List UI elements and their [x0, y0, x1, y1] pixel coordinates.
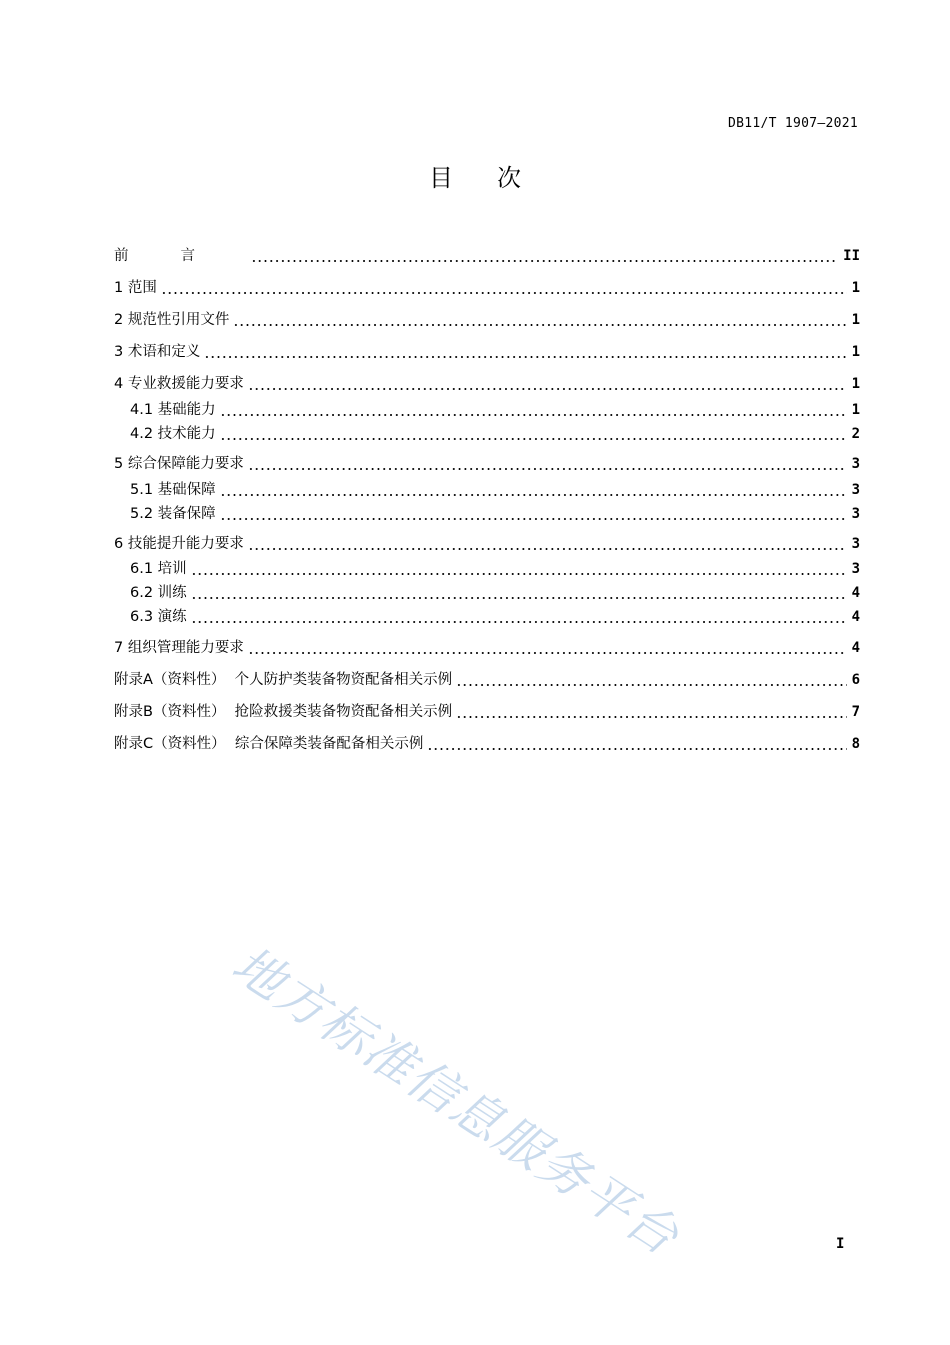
toc-entry-number: 4.1: [130, 402, 158, 418]
toc-leader: [204, 356, 846, 358]
toc-entry-label: 技能提升能力要求: [127, 536, 244, 552]
toc-entry-number: 2: [114, 312, 128, 328]
toc-entry-4-2[interactable]: [130, 424, 860, 444]
toc-entry-3[interactable]: [114, 342, 860, 362]
toc-leader: [456, 716, 846, 718]
toc-entry-label: 演练: [157, 609, 187, 625]
toc-page-number: 2: [851, 426, 860, 442]
toc-leader: [248, 548, 847, 550]
toc-entry-appendix-b[interactable]: [114, 702, 860, 722]
toc-leader: [161, 292, 847, 294]
toc-page-number: 4: [851, 640, 860, 656]
page-title: [0, 158, 950, 193]
toc-entry-4-1[interactable]: [130, 400, 860, 420]
toc-page-number: 1: [851, 402, 860, 418]
toc-entry-number: 6: [114, 536, 128, 552]
toc-page-number: 3: [851, 456, 860, 472]
toc-page-number: 1: [851, 312, 860, 328]
toc-entry-number: 3: [114, 344, 128, 360]
toc-entry-label: 装备保障: [157, 506, 216, 522]
toc-page-number: 4: [851, 609, 860, 625]
toc-entry-label: 专业救援能力要求: [127, 376, 244, 392]
toc-entry-number: 6.3: [130, 609, 158, 625]
toc-entry-6-1[interactable]: [130, 559, 860, 579]
toc-leader: [191, 597, 847, 599]
toc-entry-6-2[interactable]: [130, 583, 860, 603]
toc-page-number: II: [843, 248, 860, 264]
toc-entry-number: 7: [114, 640, 128, 656]
toc-entry-foreword[interactable]: [114, 246, 860, 266]
toc-leader: [233, 324, 846, 326]
toc-entry-label: 技术能力: [157, 426, 216, 442]
toc-entry-5-1[interactable]: [130, 480, 860, 500]
toc-leader: [220, 438, 847, 440]
toc-leader: [248, 652, 847, 654]
toc-entry-label: 培训: [157, 561, 187, 577]
toc-page-number: 1: [851, 280, 860, 296]
toc-leader: [220, 494, 847, 496]
title-char-1: 目: [429, 164, 453, 192]
toc-page-number: 3: [851, 536, 860, 552]
toc-leader: [456, 684, 846, 686]
toc-leader: [191, 573, 847, 575]
page-number: I: [836, 1236, 845, 1252]
toc-entry-number: 4.2: [130, 426, 158, 442]
toc-page-number: 3: [851, 506, 860, 522]
toc-entry-label: 规范性引用文件: [127, 312, 230, 328]
toc-leader: [248, 388, 847, 390]
toc-entry-label: 综合保障类装备配备相关示例: [234, 736, 424, 752]
toc-page-number: 3: [851, 482, 860, 498]
toc-entry-number: 6.1: [130, 561, 158, 577]
toc-entry-label: 范围: [127, 280, 157, 296]
toc-page-number: 1: [851, 344, 860, 360]
toc-entry-4[interactable]: [114, 374, 860, 394]
toc-page-number: 8: [851, 736, 860, 752]
toc-page-number: 6: [851, 672, 860, 688]
toc-page-number: 7: [851, 704, 860, 720]
toc-entry-appendix-c[interactable]: [114, 734, 860, 754]
toc-leader: [251, 260, 838, 262]
toc-leader: [220, 518, 847, 520]
toc-entry-label: 抢险救援类装备物资配备相关示例: [234, 704, 453, 720]
toc-entry-label: 术语和定义: [127, 344, 201, 360]
toc-entry-6-3[interactable]: [130, 607, 860, 627]
toc-entry-number: 4: [114, 376, 128, 392]
watermark: 地方标准信息服务平台: [222, 935, 690, 1267]
toc-leader: [220, 414, 847, 416]
toc-entry-5[interactable]: [114, 454, 860, 474]
toc-leader: [191, 621, 847, 623]
toc-entry-number: 5.1: [130, 482, 158, 498]
toc-entry-5-2[interactable]: [130, 504, 860, 524]
toc-entry-label: 训练: [157, 585, 187, 601]
toc-entry-label: 基础能力: [157, 402, 216, 418]
toc-page-number: 4: [851, 585, 860, 601]
toc-entry-label: 基础保障: [157, 482, 216, 498]
toc-entry-appendix-a[interactable]: [114, 670, 860, 690]
toc-leader: [427, 748, 846, 750]
toc-page-number: 1: [851, 376, 860, 392]
title-char-2: 次: [497, 164, 521, 192]
toc-entry-2[interactable]: [114, 310, 860, 330]
toc-entry-label: 组织管理能力要求: [127, 640, 244, 656]
toc-page-number: 3: [851, 561, 860, 577]
toc-entry-number: 附录B（资料性）: [114, 704, 235, 720]
toc-entry-number: 附录C（资料性）: [114, 736, 235, 752]
standard-code: DB11/T 1907—2021: [727, 116, 858, 131]
toc-entry-label: 综合保障能力要求: [127, 456, 244, 472]
toc-entry-label: 前言: [114, 248, 247, 264]
toc-entry-1[interactable]: [114, 278, 860, 298]
toc-entry-number: 6.2: [130, 585, 158, 601]
toc-entry-6[interactable]: [114, 534, 860, 554]
toc-entry-label: 个人防护类装备物资配备相关示例: [234, 672, 453, 688]
toc-leader: [248, 468, 847, 470]
toc-entry-number: 附录A（资料性）: [114, 672, 235, 688]
toc-entry-number: 5: [114, 456, 128, 472]
toc-entry-number: 1: [114, 280, 128, 296]
toc-entry-7[interactable]: [114, 638, 860, 658]
toc-entry-number: 5.2: [130, 506, 158, 522]
